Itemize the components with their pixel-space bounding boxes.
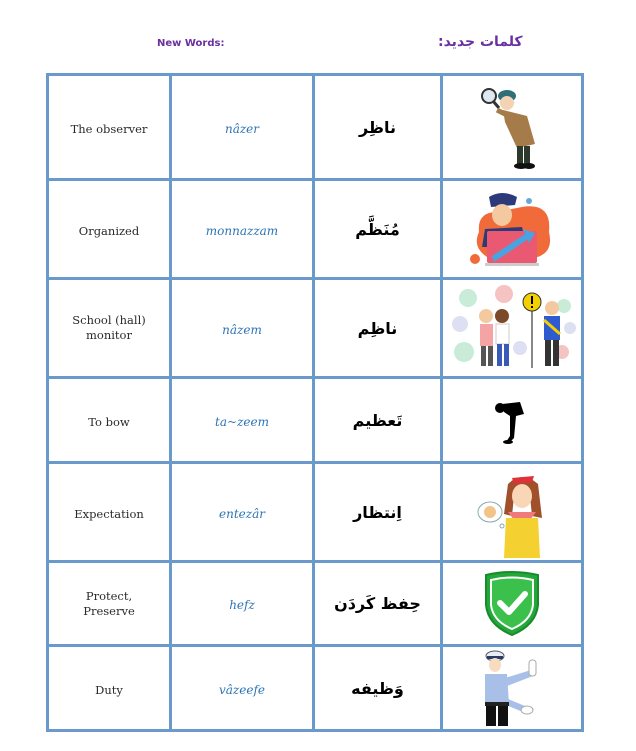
- image-cell: [442, 180, 583, 279]
- persian-word: اِنتظار: [353, 502, 402, 522]
- transliteration-cell: [171, 562, 314, 646]
- girl-thinking-icon: [472, 466, 552, 558]
- persian-word: وَظیفه: [351, 678, 404, 698]
- man-holding-chart-icon: [467, 187, 557, 271]
- hall-monitor-scene-icon: [446, 282, 578, 374]
- table-row: [48, 180, 583, 279]
- persian-new-words-title: کلمات جدید:: [438, 34, 523, 50]
- persian-word: حِفظ کَردَن: [334, 594, 421, 613]
- transliteration: monnazzam: [205, 223, 279, 238]
- english-cell: [48, 463, 171, 562]
- persian-word: مُنَظَّم: [355, 219, 400, 239]
- green-shield-check-icon: [482, 571, 542, 637]
- persian-cell: [314, 75, 442, 180]
- table-row: [48, 646, 583, 731]
- table-row: [48, 562, 583, 646]
- persian-cell: [314, 646, 442, 731]
- english-word: Organized: [78, 223, 140, 238]
- image-cell: [442, 378, 583, 463]
- table-row: [48, 75, 583, 180]
- persian-word: ناظِم: [357, 318, 398, 338]
- image-cell: [442, 75, 583, 180]
- persian-cell: [314, 378, 442, 463]
- image-cell: [442, 646, 583, 731]
- english-cell: [48, 378, 171, 463]
- detective-with-magnifier-icon: [477, 82, 547, 172]
- bowing-silhouette-icon: [492, 394, 532, 446]
- transliteration: ta~zeem: [215, 414, 269, 429]
- persian-cell: [314, 180, 442, 279]
- english-cell: [48, 180, 171, 279]
- vocabulary-table: [46, 73, 584, 732]
- transliteration-cell: [171, 75, 314, 180]
- image-cell: [442, 279, 583, 378]
- transliteration-cell: [171, 646, 314, 731]
- persian-cell: [314, 463, 442, 562]
- english-cell: [48, 279, 171, 378]
- persian-cell: [314, 279, 442, 378]
- new-words-title: New Words:: [157, 38, 225, 49]
- transliteration-cell: [171, 279, 314, 378]
- english-cell: [48, 75, 171, 180]
- english-word: Protect, Preserve: [83, 588, 135, 618]
- transliteration-cell: [171, 180, 314, 279]
- english-word: School (hall) monitor: [72, 313, 146, 342]
- transliteration: hefz: [229, 598, 255, 612]
- english-word: The observer: [70, 121, 148, 136]
- english-cell: [48, 646, 171, 731]
- persian-word: تَعظیم: [352, 410, 403, 430]
- english-cell: [48, 562, 171, 646]
- persian-word: ناظِر: [358, 117, 397, 137]
- transliteration: nâzer: [224, 121, 260, 136]
- persian-cell: [314, 562, 442, 646]
- transliteration-cell: [171, 463, 314, 562]
- image-cell: [442, 562, 583, 646]
- english-word: To bow: [88, 414, 130, 429]
- traffic-officer-icon: [477, 648, 547, 728]
- transliteration-cell: [171, 378, 314, 463]
- english-word: Expectation: [74, 506, 144, 521]
- transliteration: entezâr: [219, 506, 265, 521]
- table-row: [48, 378, 583, 463]
- transliteration: nâzem: [222, 322, 262, 337]
- table-row: [48, 463, 583, 562]
- english-word: Duty: [95, 682, 123, 697]
- transliteration: vâzeefe: [218, 682, 265, 697]
- table-row: [48, 279, 583, 378]
- image-cell: [442, 463, 583, 562]
